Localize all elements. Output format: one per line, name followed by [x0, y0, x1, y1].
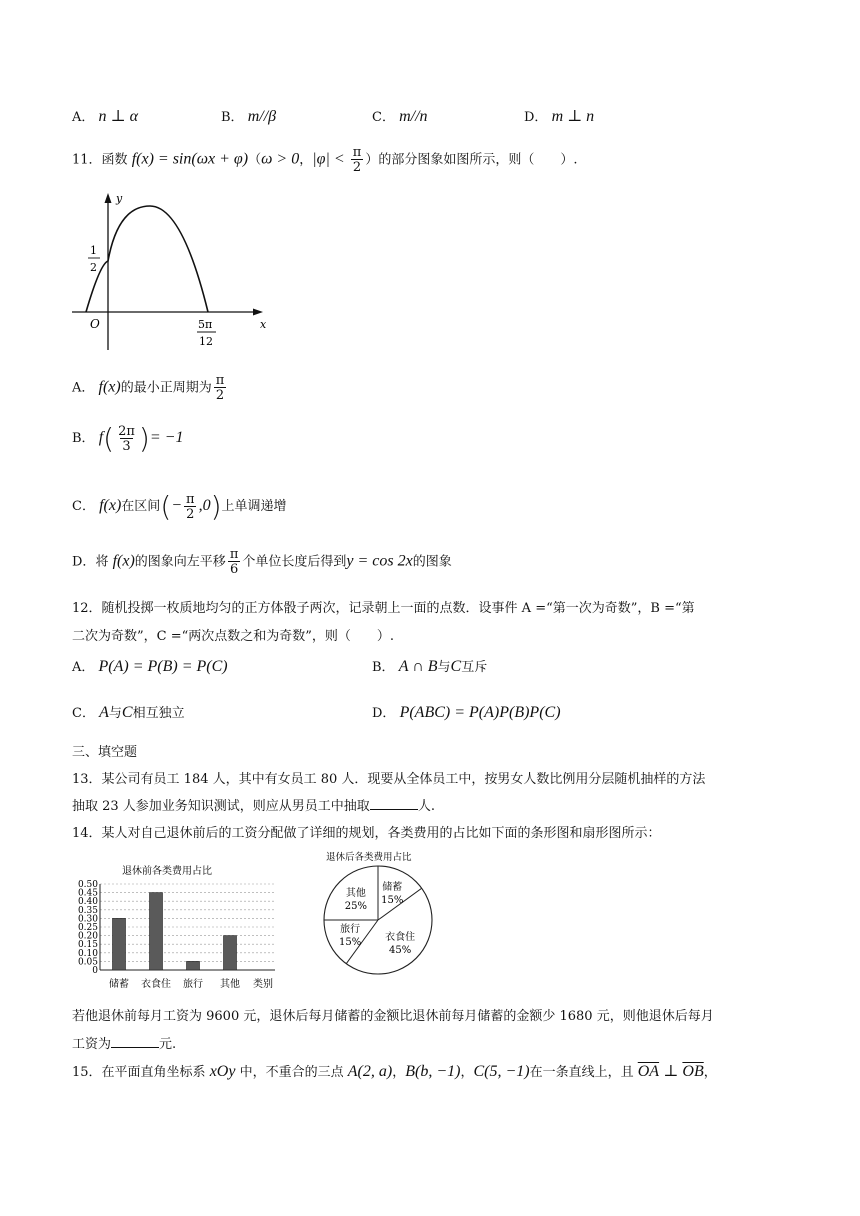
q12-line2: 二次为奇数”，C =“两次点数之和为奇数”，则（ ）. [72, 629, 395, 644]
q15-number: 15． [72, 1065, 102, 1080]
origin-label: O [90, 317, 100, 331]
paren-close: ) [138, 422, 150, 455]
q11-function: f(x) = sin(ωx + φ) [131, 150, 249, 168]
y-tick-label: 0 [92, 966, 98, 976]
fraction-numerator: π [215, 373, 225, 388]
option-func: f [98, 429, 104, 446]
option-text: 互斥 [461, 660, 488, 675]
fraction-denominator: 6 [229, 562, 239, 577]
fraction-numerator: π [186, 491, 195, 507]
answer-blank[interactable] [370, 797, 418, 810]
bar-衣食住 [150, 893, 163, 970]
x-axis-arrow [253, 309, 263, 316]
interval-end: ,0 [198, 497, 211, 514]
option-text: 与 [437, 660, 451, 675]
bar-chart-title: 退休前各类费用占比 [122, 866, 212, 877]
bar-储蓄 [113, 918, 126, 970]
option-text: 上单调递增 [221, 499, 287, 514]
option-tail: = −1 [149, 429, 184, 446]
point-c: C(5, −1) [473, 1063, 530, 1080]
paren-close: ） [365, 152, 379, 168]
y-tick-label: 0.45 [77, 888, 98, 899]
category-label: 旅行 [183, 979, 203, 990]
q11-post: 的部分图象如图所示，则（ ）. [378, 152, 578, 168]
sine-curve [86, 206, 208, 312]
y-axis-arrow [105, 193, 112, 203]
option-expr: A [99, 704, 109, 721]
q12-option-b [372, 656, 487, 676]
option-expr: C [450, 658, 462, 675]
option-expr: P(ABC) = P(A)P(B)P(C) [399, 704, 561, 721]
fraction [351, 146, 364, 174]
q14-text: 工资为 [72, 1037, 112, 1052]
q14-text: 元. [159, 1037, 177, 1052]
q12-option-c [72, 702, 185, 722]
slice-name: 其他 [345, 887, 366, 899]
q14-line1: 14．某人对自己退休前后的工资分配做了详细的规划，各类费用的占比如下面的条形图和扇形图所示： [72, 826, 661, 841]
fraction-numerator: 2π [118, 423, 135, 439]
minus-sign: − [171, 497, 183, 514]
y-axis-label: y [116, 192, 123, 205]
fraction [184, 493, 197, 521]
q12-option-a [72, 656, 228, 676]
slice-percent: 15% [381, 895, 404, 907]
option-expr: m//β [247, 108, 277, 125]
q12-line1: 12．随机投掷一枚质地均匀的正方体骰子两次，记录朝上一面的点数．设事件 A =“第一次为奇数”，B =“第 [72, 601, 695, 616]
y-tick-label: 0.50 [77, 880, 98, 890]
option-expr: A ∩ B [398, 658, 438, 675]
option-label: A． [72, 110, 95, 125]
q11-cond1: ω > 0 [261, 150, 300, 168]
paren-open: （ [248, 152, 262, 168]
q10-option-a [72, 106, 138, 126]
paren-open: ( [103, 422, 115, 455]
slice-name: 衣食住 [385, 932, 416, 944]
fraction-denominator: 2 [186, 506, 195, 522]
q10-option-b [221, 106, 276, 126]
y-tick-label: 0.15 [77, 940, 98, 951]
option-expr: n ⊥ α [98, 108, 138, 125]
y-tick-label: 0.25 [77, 923, 98, 933]
half-numerator: 1 [90, 244, 97, 257]
option-expr: m ⊥ n [551, 108, 595, 125]
fraction-denominator: 2 [215, 388, 225, 403]
vector-ob: $\overline{OB}$ [682, 1063, 704, 1080]
option-label: C． [372, 110, 395, 125]
q15-expr: xOy [209, 1063, 236, 1080]
q11-option-d [72, 548, 452, 576]
option-label: D． [72, 554, 96, 570]
option-text: 的最小正周期为 [120, 380, 212, 396]
y-tick-label: 0.10 [77, 948, 98, 959]
y-tick-label: 0.35 [77, 905, 98, 916]
y-tick-label: 0.20 [77, 931, 98, 942]
slice-percent: 45% [389, 945, 412, 957]
x-axis-label: x [260, 318, 267, 331]
option-expr: f(x) [99, 497, 122, 514]
fraction-denominator: 3 [122, 438, 131, 454]
y-tick-label: 0.30 [77, 914, 98, 925]
option-label: D． [524, 110, 548, 125]
option-text: 相互独立 [132, 706, 185, 721]
q15-line1: 15．在平面直角坐标系 xOy 中，不重合的三点 A(2, a)，B(b, −1)，C(5, −1)在一条直线上，且 $\overline{OA}$ ⊥ $\overline{OB}$， [72, 1063, 717, 1080]
option-label: B． [372, 660, 395, 675]
bar-旅行 [187, 961, 200, 970]
q12-option-d [372, 702, 561, 722]
option-expr: y = cos 2x [346, 552, 413, 570]
category-label: 衣食住 [141, 979, 171, 990]
option-expr: P(A) = P(B) = P(C) [98, 658, 228, 675]
sine-graph [70, 190, 280, 355]
option-text: 的图象向左平移 [134, 554, 226, 570]
pie-chart-title: 退休后各类费用占比 [326, 852, 412, 863]
q15-text: 在一条直线上，且 [529, 1065, 634, 1080]
section-heading: 三、填空题 [72, 745, 138, 760]
option-expr: C [121, 704, 133, 721]
q13-text: 抽取 23 人参加业务知识测试，则应从男员工中抽取 [72, 799, 370, 814]
option-text: 的图象 [412, 554, 452, 570]
option-text: 在区间 [121, 499, 161, 514]
half-denominator: 2 [90, 261, 97, 274]
option-text: 将 [95, 554, 109, 570]
fraction-numerator: π [229, 547, 239, 562]
perpendicular-symbol: ⊥ [663, 1063, 679, 1080]
point-a: A(2, a) [347, 1063, 393, 1080]
x-tick-denominator: 12 [199, 335, 213, 348]
bar-chart [70, 856, 290, 994]
option-label: A． [72, 380, 95, 396]
q11-number: 11． [72, 152, 102, 168]
fraction-numerator: π [352, 145, 362, 160]
q13-line2 [72, 795, 435, 814]
fraction-denominator: 2 [352, 160, 362, 175]
bar-其他 [224, 936, 237, 970]
y-tick-label: 0.05 [77, 957, 98, 968]
slice-name: 旅行 [340, 924, 361, 936]
option-text: 与 [108, 706, 122, 721]
slice-percent: 15% [338, 937, 362, 949]
q15-text: ， [703, 1065, 717, 1080]
q11-pre: 函数 [101, 152, 128, 168]
q10-option-c [372, 106, 428, 126]
q15-text: 中，不重合的三点 [239, 1065, 344, 1080]
q11-stem [72, 146, 578, 174]
paren-open: ( [160, 490, 172, 523]
option-label: C． [72, 499, 95, 514]
q11-cond2: |φ| < [312, 150, 345, 168]
q15-text: 在平面直角坐标系 [101, 1065, 206, 1080]
category-label: 储蓄 [109, 979, 129, 990]
y-tick-label: 0.40 [77, 897, 98, 908]
option-label: B． [221, 110, 244, 125]
bar-chart-xlabel: 类别 [253, 979, 273, 990]
q14-line2: 若他退休前每月工资为 9600 元，退休后每月储蓄的金额比退休前每月储蓄的金额少 1680 元，则他退休后每月 [72, 1009, 714, 1024]
slice-percent: 25% [344, 900, 367, 912]
q13-line1: 13．某公司有员工 184 人，其中有女员工 80 人．现要从全体员工中，按男女人数比例用分层随机抽样的方法 [72, 772, 706, 787]
vector-oa: $\overline{OA}$ [637, 1063, 660, 1080]
paren-close: ) [210, 490, 222, 523]
q11-option-a [72, 374, 228, 402]
answer-blank[interactable] [111, 1035, 159, 1048]
option-label: D． [372, 706, 396, 721]
option-expr: m//n [399, 108, 428, 125]
fraction [116, 425, 137, 453]
option-text: 个单位长度后得到 [242, 554, 347, 570]
option-label: A． [72, 660, 95, 675]
pie-chart [308, 846, 453, 976]
point-b: B(b, −1) [405, 1063, 461, 1080]
separator: ， [299, 152, 313, 168]
q13-text: 人. [417, 799, 435, 814]
option-label: B． [72, 431, 95, 446]
q11-option-c [72, 490, 287, 523]
q10-option-d [524, 106, 594, 126]
category-label: 其他 [220, 979, 240, 990]
slice-name: 储蓄 [382, 882, 403, 894]
fraction [214, 374, 227, 402]
q14-line3 [72, 1033, 176, 1052]
option-expr: f(x) [98, 378, 121, 396]
x-tick-numerator: 5π [198, 318, 213, 331]
fraction [228, 548, 241, 576]
option-expr: f(x) [112, 552, 135, 570]
q11-option-b [72, 422, 183, 455]
option-label: C． [72, 706, 95, 721]
